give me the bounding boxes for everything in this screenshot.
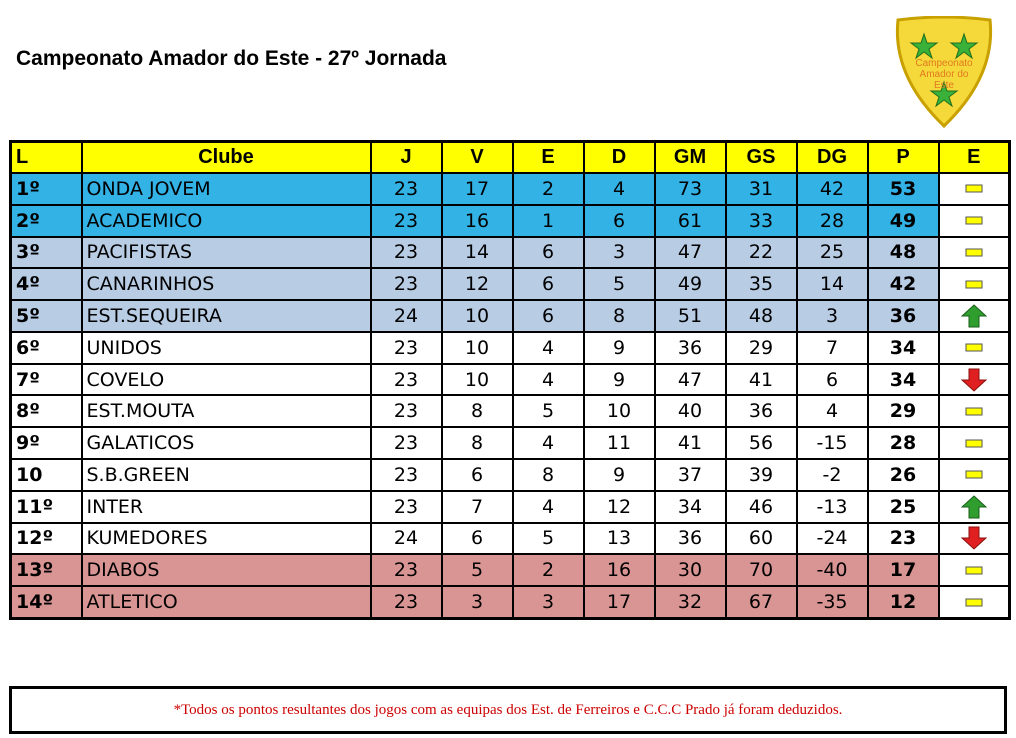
cell-goals-for: 34 [655, 491, 726, 523]
cell-points: 26 [868, 459, 939, 491]
cell-position: 6º [11, 332, 82, 364]
cell-wins: 10 [442, 300, 513, 332]
no-change-dash-icon [965, 184, 983, 194]
table-row [11, 395, 1010, 427]
cell-club: EST.MOUTA [82, 395, 371, 427]
arrow-up-icon [961, 304, 987, 328]
cell-trend [939, 586, 1010, 618]
cell-points: 34 [868, 364, 939, 396]
cell-club: ONDA JOVEM [82, 173, 371, 205]
no-change-dash-icon [965, 248, 983, 258]
footnote-text: *Todos os pontos resultantes dos jogos com as equipas dos Est. de Ferreiros e C.C.C Prado já foram deduzidos. [173, 701, 843, 718]
cell-goal-difference: 7 [797, 332, 868, 364]
cell-goals-against: 41 [726, 364, 797, 396]
logo-text-line: Campeonato [915, 58, 973, 69]
cell-played: 23 [371, 332, 442, 364]
cell-wins: 8 [442, 395, 513, 427]
cell-played: 23 [371, 459, 442, 491]
cell-goal-difference: 42 [797, 173, 868, 205]
cell-losses: 10 [584, 395, 655, 427]
cell-draws: 2 [513, 554, 584, 586]
cell-played: 23 [371, 427, 442, 459]
cell-draws: 5 [513, 395, 584, 427]
cell-goals-for: 73 [655, 173, 726, 205]
header-goal-difference: DG [797, 142, 868, 174]
arrow-down-icon [961, 526, 987, 550]
cell-draws: 4 [513, 332, 584, 364]
footnote [9, 686, 1007, 734]
cell-goals-against: 31 [726, 173, 797, 205]
cell-trend [939, 427, 1010, 459]
cell-position: 10 [11, 459, 82, 491]
table-row [11, 268, 1010, 300]
cell-losses: 13 [584, 523, 655, 555]
cell-draws: 6 [513, 268, 584, 300]
cell-goals-for: 47 [655, 237, 726, 269]
cell-goal-difference: 4 [797, 395, 868, 427]
cell-wins: 10 [442, 332, 513, 364]
cell-goals-for: 61 [655, 205, 726, 237]
cell-position: 3º [11, 237, 82, 269]
cell-club: DIABOS [82, 554, 371, 586]
cell-club: UNIDOS [82, 332, 371, 364]
cell-goals-against: 60 [726, 523, 797, 555]
table-row [11, 205, 1010, 237]
table-row [11, 459, 1010, 491]
cell-club: PACIFISTAS [82, 237, 371, 269]
cell-played: 23 [371, 173, 442, 205]
cell-goals-against: 33 [726, 205, 797, 237]
cell-trend [939, 491, 1010, 523]
cell-position: 2º [11, 205, 82, 237]
cell-position: 7º [11, 364, 82, 396]
table-row [11, 173, 1010, 205]
header-played: J [371, 142, 442, 174]
table-row [11, 586, 1010, 618]
header-losses: D [584, 142, 655, 174]
cell-trend [939, 459, 1010, 491]
cell-wins: 3 [442, 586, 513, 618]
cell-position: 11º [11, 491, 82, 523]
cell-draws: 8 [513, 459, 584, 491]
cell-wins: 8 [442, 427, 513, 459]
cell-goal-difference: 3 [797, 300, 868, 332]
cell-played: 23 [371, 364, 442, 396]
cell-played: 23 [371, 205, 442, 237]
no-change-dash-icon [965, 439, 983, 449]
cell-position: 9º [11, 427, 82, 459]
no-change-dash-icon [965, 343, 983, 353]
arrow-up-icon [961, 495, 987, 519]
table-header-row [11, 142, 1010, 174]
cell-played: 24 [371, 523, 442, 555]
cell-draws: 1 [513, 205, 584, 237]
cell-goals-against: 56 [726, 427, 797, 459]
cell-club: KUMEDORES [82, 523, 371, 555]
cell-position: 5º [11, 300, 82, 332]
cell-losses: 9 [584, 364, 655, 396]
cell-draws: 5 [513, 523, 584, 555]
table-row [11, 237, 1010, 269]
cell-goals-for: 32 [655, 586, 726, 618]
cell-losses: 9 [584, 332, 655, 364]
cell-club: COVELO [82, 364, 371, 396]
cell-points: 48 [868, 237, 939, 269]
cell-losses: 17 [584, 586, 655, 618]
cell-trend [939, 395, 1010, 427]
no-change-dash-icon [965, 280, 983, 290]
cell-goals-for: 40 [655, 395, 726, 427]
cell-trend [939, 523, 1010, 555]
cell-losses: 6 [584, 205, 655, 237]
cell-wins: 6 [442, 523, 513, 555]
cell-played: 24 [371, 300, 442, 332]
cell-position: 13º [11, 554, 82, 586]
league-logo [892, 16, 996, 128]
cell-goals-against: 36 [726, 395, 797, 427]
header-goals-against: GS [726, 142, 797, 174]
cell-draws: 4 [513, 427, 584, 459]
cell-goals-against: 22 [726, 237, 797, 269]
cell-losses: 11 [584, 427, 655, 459]
cell-goal-difference: -35 [797, 586, 868, 618]
cell-goal-difference: 6 [797, 364, 868, 396]
cell-club: CANARINHOS [82, 268, 371, 300]
cell-losses: 3 [584, 237, 655, 269]
cell-position: 12º [11, 523, 82, 555]
cell-club: INTER [82, 491, 371, 523]
cell-club: S.B.GREEN [82, 459, 371, 491]
header-trend: E [939, 142, 1010, 174]
cell-losses: 8 [584, 300, 655, 332]
cell-goals-against: 67 [726, 586, 797, 618]
table-row [11, 300, 1010, 332]
cell-goal-difference: 14 [797, 268, 868, 300]
cell-goal-difference: 28 [797, 205, 868, 237]
no-change-dash-icon [965, 598, 983, 608]
cell-wins: 5 [442, 554, 513, 586]
cell-trend [939, 300, 1010, 332]
cell-goal-difference: -2 [797, 459, 868, 491]
cell-played: 23 [371, 491, 442, 523]
cell-goals-for: 41 [655, 427, 726, 459]
header-wins: V [442, 142, 513, 174]
cell-goals-against: 48 [726, 300, 797, 332]
cell-club: ACADEMICO [82, 205, 371, 237]
logo-text-line: Este [933, 80, 955, 91]
cell-goals-for: 30 [655, 554, 726, 586]
cell-position: 4º [11, 268, 82, 300]
cell-club: EST.SEQUEIRA [82, 300, 371, 332]
cell-points: 29 [868, 395, 939, 427]
table-row [11, 491, 1010, 523]
cell-trend [939, 554, 1010, 586]
cell-goal-difference: -15 [797, 427, 868, 459]
cell-position: 1º [11, 173, 82, 205]
cell-goals-for: 47 [655, 364, 726, 396]
cell-trend [939, 332, 1010, 364]
cell-draws: 4 [513, 491, 584, 523]
cell-goals-for: 36 [655, 523, 726, 555]
no-change-dash-icon [965, 470, 983, 480]
cell-losses: 4 [584, 173, 655, 205]
table-row [11, 554, 1010, 586]
logo-text-line: Amador do [919, 69, 969, 80]
cell-goals-against: 35 [726, 268, 797, 300]
cell-points: 17 [868, 554, 939, 586]
cell-points: 28 [868, 427, 939, 459]
cell-goal-difference: -24 [797, 523, 868, 555]
cell-wins: 12 [442, 268, 513, 300]
header-points: P [868, 142, 939, 174]
cell-wins: 6 [442, 459, 513, 491]
cell-club: GALATICOS [82, 427, 371, 459]
no-change-dash-icon [965, 566, 983, 576]
cell-goals-against: 39 [726, 459, 797, 491]
cell-draws: 4 [513, 364, 584, 396]
cell-losses: 16 [584, 554, 655, 586]
cell-points: 12 [868, 586, 939, 618]
cell-goals-against: 70 [726, 554, 797, 586]
cell-trend [939, 237, 1010, 269]
cell-goal-difference: -13 [797, 491, 868, 523]
cell-goals-against: 46 [726, 491, 797, 523]
table-row [11, 364, 1010, 396]
cell-goals-for: 36 [655, 332, 726, 364]
no-change-dash-icon [965, 216, 983, 226]
cell-draws: 2 [513, 173, 584, 205]
cell-goals-against: 29 [726, 332, 797, 364]
cell-wins: 14 [442, 237, 513, 269]
table-row [11, 523, 1010, 555]
cell-draws: 3 [513, 586, 584, 618]
cell-points: 42 [868, 268, 939, 300]
arrow-down-icon [961, 368, 987, 392]
cell-goals-for: 37 [655, 459, 726, 491]
table-row [11, 332, 1010, 364]
cell-trend [939, 173, 1010, 205]
no-change-dash-icon [965, 407, 983, 417]
cell-played: 23 [371, 586, 442, 618]
cell-goals-for: 51 [655, 300, 726, 332]
cell-wins: 7 [442, 491, 513, 523]
cell-played: 23 [371, 237, 442, 269]
page-title: Campeonato Amador do Este - 27º Jornada [16, 47, 447, 70]
cell-goal-difference: 25 [797, 237, 868, 269]
cell-played: 23 [371, 268, 442, 300]
cell-goals-for: 49 [655, 268, 726, 300]
cell-trend [939, 268, 1010, 300]
header-position: L [11, 142, 82, 174]
cell-points: 53 [868, 173, 939, 205]
header-club: Clube [82, 142, 371, 174]
header-goals-for: GM [655, 142, 726, 174]
cell-points: 34 [868, 332, 939, 364]
cell-trend [939, 364, 1010, 396]
cell-points: 25 [868, 491, 939, 523]
cell-goal-difference: -40 [797, 554, 868, 586]
cell-losses: 12 [584, 491, 655, 523]
cell-wins: 10 [442, 364, 513, 396]
cell-club: ATLETICO [82, 586, 371, 618]
cell-draws: 6 [513, 300, 584, 332]
cell-losses: 5 [584, 268, 655, 300]
cell-trend [939, 205, 1010, 237]
cell-wins: 17 [442, 173, 513, 205]
cell-points: 23 [868, 523, 939, 555]
standings-table [9, 140, 1011, 620]
cell-draws: 6 [513, 237, 584, 269]
cell-played: 23 [371, 554, 442, 586]
cell-position: 8º [11, 395, 82, 427]
cell-points: 49 [868, 205, 939, 237]
cell-position: 14º [11, 586, 82, 618]
cell-losses: 9 [584, 459, 655, 491]
header-draws: E [513, 142, 584, 174]
cell-played: 23 [371, 395, 442, 427]
table-row [11, 427, 1010, 459]
cell-wins: 16 [442, 205, 513, 237]
cell-points: 36 [868, 300, 939, 332]
